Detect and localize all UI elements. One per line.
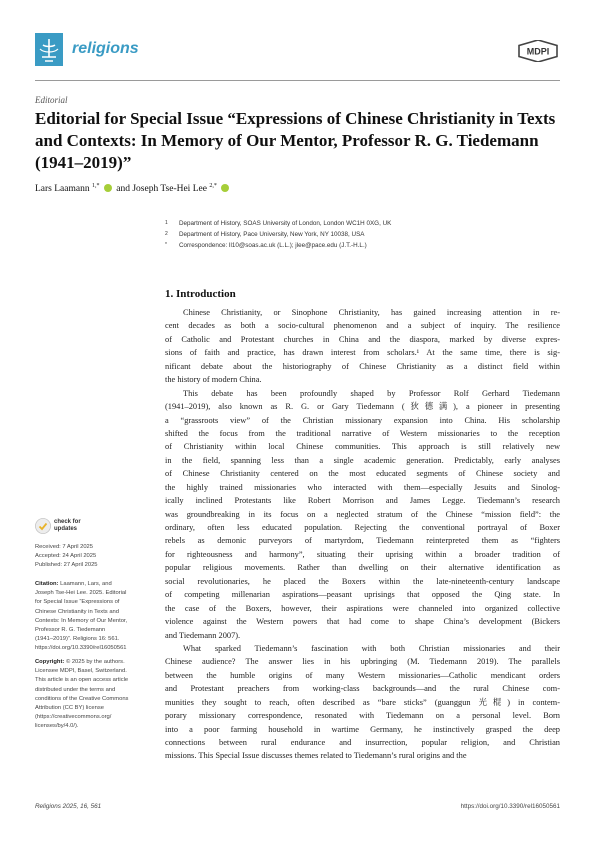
paragraph (165, 642, 560, 763)
mdpi-logo (517, 40, 559, 62)
citation-block: Citation: Laamann, Lars, and Joseph Tse-Hei Lee. 2025. Editorial for Special Issue “Expressions of Chinese Christianity in Texts and Contexts: In Memory of Our Mentor, Professor R. G. Tiedemann (1941–2019)”. Religions 16: 561. https://doi.org/10.3390/rel16050561 (35, 580, 143, 654)
text-line: missions. This Special Issue discusses themes related to Tiedemann’s rural origins and the (165, 751, 467, 761)
text-line: the history of modern China. (165, 375, 262, 385)
author-list (35, 183, 231, 194)
text-line: shifted the focus from the traditional narrative of Western missionaries to the reception (165, 428, 560, 438)
text-line: nificant debate about the historiography of Chinese Christianity as a distinct field within (165, 361, 560, 371)
orcid-icon[interactable] (104, 184, 112, 192)
article-type: Editorial (35, 95, 68, 105)
text-line: of Chinese Christianity centered on the most educated segments of Chinese society and (165, 469, 560, 479)
text-line: was groundbreaking in its focus on a neglected stratum of the Chinese “mission field”: the (165, 509, 560, 519)
mdpi-logo-text: MDPI (526, 46, 550, 57)
text-line: for righteousness and harmony”, situating their uprising within a broader tradition of (165, 549, 560, 559)
author-name[interactable]: Joseph Tse-Hei Lee (132, 184, 207, 195)
text-line: and Protestant preachers from working-class backgrounds—and the rural Chinese com- (165, 684, 560, 694)
license-link[interactable]: (https://creativecommons.org/ (35, 714, 112, 721)
check-updates-icon[interactable] (35, 518, 51, 534)
text-line: cent decades as both a socio-cultural phenomenon and a subject of inquiry. The resilience (165, 321, 560, 331)
text-line: the highly trained missionaries who interacted with them—especially Jesuits and Sinolog- (165, 482, 560, 492)
copyright-block: Copyright: © 2025 by the authors. Licensee MDPI, Basel, Switzerland. This article is an open access article distributed under the terms and conditions of the Creative Commons Attribution (CC BY) license (https://creativecommons.org/ licenses/by/4.0/). (35, 658, 143, 732)
citation-doi-link[interactable]: https://doi.org/10.3390/rel16050561 (35, 645, 127, 652)
text-line: a “grassroots view” of the Christian missionary expansion into China. His scholarship (165, 415, 560, 425)
text-line: porary missionary correspondence, resonated with Tiedemann on a personal level. Born (165, 711, 560, 721)
author-sup: 1,* (91, 183, 100, 189)
journal-logo-icon (35, 33, 63, 66)
journal-name: religions (72, 40, 139, 57)
text-line: ically inclined Protestants like Robert Morrison and James Legge. Tiedemann’s research (165, 496, 560, 506)
section-body (165, 306, 560, 763)
text-line: rebels as demonic purveyors of martyrdom, Tiedemann reinterpreted them as “fighters (165, 536, 560, 546)
accepted-date: Accepted: 24 April 2025 (35, 553, 97, 560)
header-rule (35, 80, 560, 81)
author-sup: 2,* (209, 183, 217, 189)
citation-label: Citation: (35, 581, 59, 587)
orcid-icon[interactable] (221, 184, 229, 192)
dates-block (35, 543, 143, 571)
text-line: sions of faith and practice, has drawn interest from scholars.¹ At the same time, there is sig- (165, 348, 560, 358)
affiliation: 2 Department of History, Pace University, New York, NY 10038, USA (165, 231, 365, 238)
section-heading: 1. Introduction (165, 288, 236, 300)
text-line: social revolutionaries, he placed the Boxers within the late-nineteenth-century landscape (165, 576, 560, 586)
text-line: violence against the Western powers that had come to shape China’s development (Bickers (165, 617, 560, 627)
text-line: between the humble origins of many Western missionaries—Catholic mendicant orders (165, 670, 560, 680)
license-link[interactable]: licenses/by/4.0/). (35, 723, 79, 730)
affiliation: 1 Department of History, SOAS University of London, London WC1H 0XG, UK (165, 220, 392, 227)
received-date: Received: 7 April 2025 (35, 544, 94, 550)
text-line: This debate has been profoundly shaped by Professor Rolf Gerhard Tiedemann (183, 388, 560, 398)
text-line: connections between rural endurance and insurrection, popular religion, and Christian (165, 738, 560, 747)
text-line: Chinese audience? The answer lies in his upbringing (M. Tiedemann 2019). The parallels (165, 657, 560, 667)
footer-journal-citation: Religions 2025, 16, 561 (35, 803, 102, 810)
published-date: Published: 27 April 2025 (35, 562, 98, 569)
paragraph (165, 306, 560, 387)
paragraph (165, 387, 560, 642)
text-line: What sparked Tiedemann’s fascination with both Christian missionaries and their (183, 643, 560, 653)
text-line: of Catholic and Protestant churches in China and the diaspora, marked by diverse expres- (165, 334, 560, 344)
text-line: munities they sought to reach, often described as “bare sticks” (guanggun 光棍) in contem- (165, 697, 560, 707)
article-title: Editorial for Special Issue “Expressions of Chinese Christianity in Texts and Contexts: In Memory of Our Mentor, Professor R. G. Tiedemann (1941–2019)” (35, 109, 556, 172)
copyright-label: Copyright: (35, 659, 65, 665)
author-name[interactable]: Lars Laamann (35, 184, 90, 195)
author-join: and (116, 184, 130, 195)
text-line: and Tiedemann 2007). (165, 630, 241, 640)
footer-doi-link[interactable]: https://doi.org/10.3390/rel16050561 (460, 803, 560, 810)
text-line: popular religious movements. Rather than dwelling on their alternative identification as (165, 563, 560, 573)
text-line: Chinese Christianity, or Sinophone Christianity, has gained increasing attention in re- (183, 308, 560, 317)
text-line: in the field, spanning less than a single academic generation. Predictably, early analyses (165, 455, 560, 465)
text-line: ordinary, often less educated population. Rejecting the conventional portrayal of Boxer (165, 523, 560, 532)
text-line: of Christianity within local Chinese communities. This approach is still relatively new (165, 442, 560, 452)
check-updates-label[interactable]: check for updates (54, 519, 81, 532)
text-line: (1941–2019), also known as R. G. or Gary Tiedemann (狄德满), a pioneer in presenting (165, 402, 560, 412)
text-line: the case of the Boxers, however, their aspirations were channeled into organized collective (165, 603, 560, 613)
text-line: into a poor farming household in wartime Germany, he instinctively grasped the deep (165, 724, 560, 734)
text-line: of competing millenarian aspirations—peasant uprisings that opposed the Qing state. In (165, 590, 560, 600)
correspondence: * Correspondence: ll10@soas.ac.uk (L.L.); jlee@pace.edu (J.T.-H.L.) (165, 242, 367, 249)
